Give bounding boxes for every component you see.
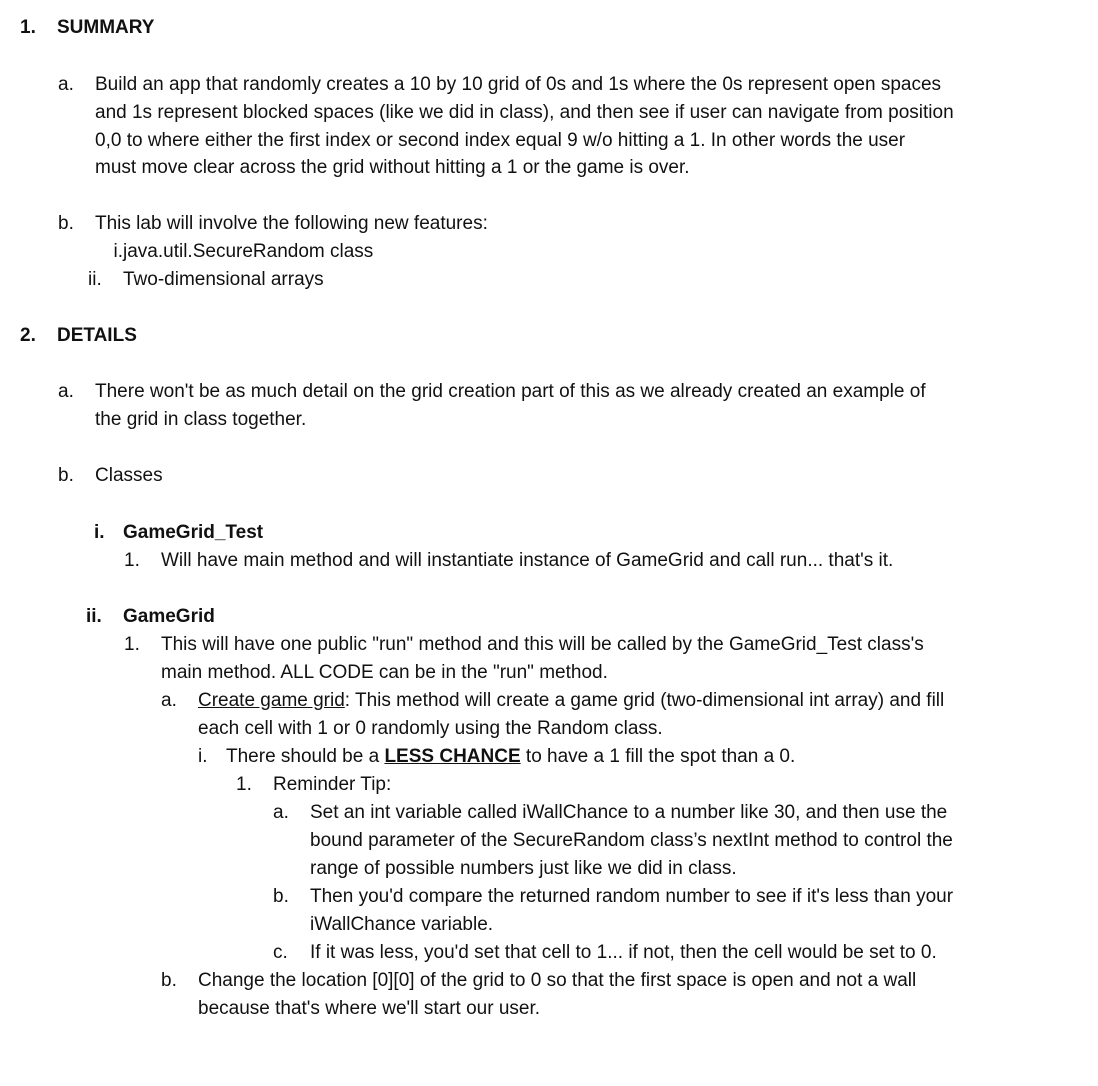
gamegrid-test-item (124, 547, 893, 575)
emphasized-term: LESS CHANCE (384, 746, 521, 767)
list-marker: b. (58, 465, 74, 486)
section-number: 2. (20, 325, 36, 346)
list-marker: 1. (124, 634, 140, 655)
details-item-a-line-1 (58, 378, 926, 406)
paragraph-text: java.util.SecureRandom class (123, 241, 374, 262)
section-title: DETAILS (57, 325, 137, 346)
create-game-grid-line-1 (161, 687, 944, 715)
gamegrid-item-1-line-1 (124, 631, 924, 659)
details-item-a-line-2 (95, 406, 306, 434)
paragraph-text: Change the location [0][0] of the grid to 0 so that the first space is open and not a wall (198, 970, 917, 991)
paragraph-text: Reminder Tip: (273, 774, 392, 795)
tip-item-b-line-2 (310, 911, 493, 939)
gamegrid-item-1-line-2 (161, 659, 608, 687)
list-marker: a. (58, 74, 74, 95)
list-marker: b. (273, 886, 289, 907)
summary-item-a-line-4 (95, 154, 690, 182)
reminder-tip (236, 771, 391, 799)
paragraph-text: Then you'd compare the returned random number to see if it's less than your (310, 886, 954, 907)
paragraph-text: and 1s represent blocked spaces (like we did in class), and then see if user can navigate from position (95, 102, 954, 123)
list-marker: 1. (124, 550, 140, 571)
summary-feature-item (88, 266, 324, 294)
paragraph-text: because that's where we'll start our user. (198, 998, 541, 1019)
tip-item-a-line-2 (310, 827, 953, 855)
list-marker: c. (273, 942, 288, 963)
list-marker: 1. (236, 774, 252, 795)
summary-item-a-line-3 (95, 127, 905, 155)
summary-item-b (58, 210, 488, 238)
list-marker: b. (161, 970, 177, 991)
list-marker: b. (58, 213, 74, 234)
paragraph-text: There won't be as much detail on the grid creation part of this as we already created an example of (95, 381, 926, 402)
list-marker: a. (161, 690, 177, 711)
summary-item-a-line-1 (58, 71, 941, 99)
list-marker: a. (273, 802, 289, 823)
section-summary-heading (20, 14, 154, 42)
create-game-grid-line-2 (198, 715, 663, 743)
section-details-heading (20, 322, 137, 350)
change-location-line-2 (198, 995, 540, 1023)
paragraph-text: bound parameter of the SecureRandom class’s nextInt method to control the (310, 830, 953, 851)
paragraph-text: : This method will create a game grid (two-dimensional int array) and fill (344, 690, 945, 711)
class-title: GameGrid (123, 606, 215, 627)
paragraph-text: range of possible numbers just like we did in class. (310, 858, 737, 879)
list-marker: i. (113, 241, 123, 262)
class-title: GameGrid_Test (123, 522, 264, 543)
tip-item-b-line-1 (273, 883, 953, 911)
less-chance-item (198, 743, 795, 771)
paragraph-text: This lab will involve the following new features: (95, 213, 488, 234)
change-location-line-1 (161, 967, 916, 995)
list-marker: i. (198, 746, 208, 767)
tip-item-c (273, 939, 937, 967)
summary-feature-item (90, 238, 373, 266)
paragraph-text: Will have main method and will instantiate instance of GameGrid and call run... that's it. (161, 550, 894, 571)
section-number: 1. (20, 17, 36, 38)
list-marker: a. (58, 381, 74, 402)
section-title: SUMMARY (57, 17, 155, 38)
paragraph-text: the grid in class together. (95, 409, 307, 430)
paragraph-text: This will have one public "run" method and this will be called by the GameGrid_Test class's (161, 634, 924, 655)
paragraph-text: Set an int variable called iWallChance to a number like 30, and then use the (310, 802, 948, 823)
paragraph-text: 0,0 to where either the first index or second index equal 9 w/o hitting a 1. In other words the user (95, 130, 906, 151)
paragraph-text: There should be a (226, 746, 385, 767)
class-gamegrid-test-heading (94, 519, 263, 547)
class-gamegrid-heading (86, 603, 215, 631)
paragraph-text: main method. ALL CODE can be in the "run" method. (161, 662, 608, 683)
list-marker: ii. (88, 269, 102, 290)
list-marker: i. (94, 522, 105, 543)
paragraph-text: Two-dimensional arrays (123, 269, 324, 290)
details-item-b (58, 462, 163, 490)
summary-item-a-line-2 (95, 99, 954, 127)
paragraph-text: each cell with 1 or 0 randomly using the Random class. (198, 718, 663, 739)
tip-item-a-line-1 (273, 799, 947, 827)
list-marker: ii. (86, 606, 102, 627)
paragraph-text: iWallChance variable. (310, 914, 494, 935)
underlined-term: Create game grid (198, 690, 345, 711)
paragraph-text: If it was less, you'd set that cell to 1... if not, then the cell would be set to 0. (310, 942, 937, 963)
paragraph-text: must move clear across the grid without hitting a 1 or the game is over. (95, 157, 690, 178)
paragraph-text: to have a 1 fill the spot than a 0. (520, 746, 796, 767)
paragraph-text: Classes (95, 465, 163, 486)
tip-item-a-line-3 (310, 855, 737, 883)
paragraph-text: Build an app that randomly creates a 10 by 10 grid of 0s and 1s where the 0s represent open spaces (95, 74, 942, 95)
